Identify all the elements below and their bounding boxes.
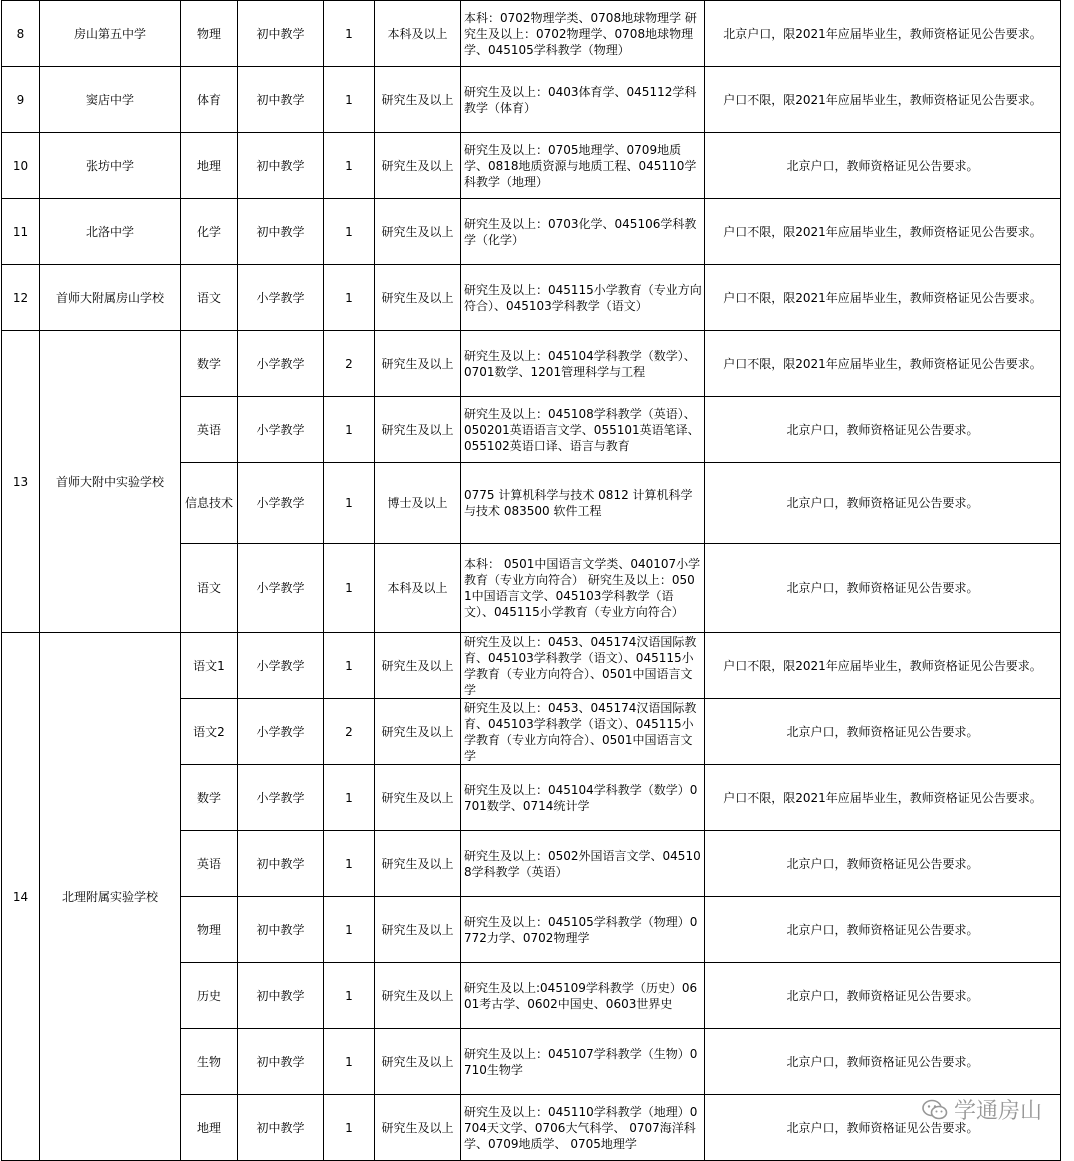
row-number: 11 xyxy=(2,199,40,265)
major-requirement: 研究生及以上：045108学科教学（英语）、050201英语语言文学、055101英语笔译、055102英语口译、语言与教育 xyxy=(461,397,705,463)
major-requirement: 研究生及以上：0453、045174汉语国际教育、045103学科教学（语文）、045115小学教育（专业方向符合）、0501中国语言文学 xyxy=(461,633,705,699)
school-name: 北洛中学 xyxy=(40,199,181,265)
hire-count: 1 xyxy=(324,133,375,199)
position-type: 初中教学 xyxy=(238,67,324,133)
position-type: 初中教学 xyxy=(238,1029,324,1095)
hire-count: 1 xyxy=(324,544,375,633)
table-row xyxy=(2,199,1061,265)
hire-count: 1 xyxy=(324,199,375,265)
row-number: 14 xyxy=(2,633,40,1161)
subject: 信息技术 xyxy=(181,463,238,544)
watermark xyxy=(922,1094,1042,1125)
major-requirement: 研究生及以上：045104学科教学（数学）0701数学、0714统计学 xyxy=(461,765,705,831)
school-name: 首师大附中实验学校 xyxy=(40,331,181,633)
major-requirement: 0775 计算机科学与技术 0812 计算机科学与技术 083500 软件工程 xyxy=(461,463,705,544)
table-row xyxy=(2,133,1061,199)
other-requirement: 北京户口，教师资格证见公告要求。 xyxy=(705,963,1061,1029)
subject: 语文1 xyxy=(181,633,238,699)
position-type: 小学教学 xyxy=(238,544,324,633)
education-level: 本科及以上 xyxy=(375,1,461,67)
table-row xyxy=(2,1,1061,67)
other-requirement: 北京户口，限2021年应届毕业生，教师资格证见公告要求。 xyxy=(705,1,1061,67)
other-requirement: 北京户口，教师资格证见公告要求。 xyxy=(705,831,1061,897)
recruitment-table xyxy=(1,0,1061,1161)
position-type: 小学教学 xyxy=(238,265,324,331)
education-level: 研究生及以上 xyxy=(375,963,461,1029)
table-row xyxy=(2,331,1061,397)
position-type: 小学教学 xyxy=(238,765,324,831)
subject: 化学 xyxy=(181,199,238,265)
position-type: 小学教学 xyxy=(238,397,324,463)
other-requirement: 户口不限，限2021年应届毕业生，教师资格证见公告要求。 xyxy=(705,331,1061,397)
other-requirement: 北京户口，教师资格证见公告要求。 xyxy=(705,397,1061,463)
education-level: 研究生及以上 xyxy=(375,67,461,133)
hire-count: 1 xyxy=(324,765,375,831)
other-requirement: 北京户口，教师资格证见公告要求。 xyxy=(705,897,1061,963)
major-requirement: 研究生及以上：045105学科教学（物理）0772力学、0702物理学 xyxy=(461,897,705,963)
hire-count: 1 xyxy=(324,1095,375,1161)
hire-count: 1 xyxy=(324,633,375,699)
subject: 历史 xyxy=(181,963,238,1029)
table-row xyxy=(2,265,1061,331)
subject: 体育 xyxy=(181,67,238,133)
education-level: 研究生及以上 xyxy=(375,1029,461,1095)
education-level: 研究生及以上 xyxy=(375,331,461,397)
other-requirement: 户口不限，限2021年应届毕业生，教师资格证见公告要求。 xyxy=(705,633,1061,699)
subject: 数学 xyxy=(181,331,238,397)
position-type: 小学教学 xyxy=(238,633,324,699)
position-type: 小学教学 xyxy=(238,463,324,544)
education-level: 研究生及以上 xyxy=(375,699,461,765)
major-requirement: 研究生及以上：0403体育学、045112学科教学（体育） xyxy=(461,67,705,133)
hire-count: 1 xyxy=(324,897,375,963)
subject: 数学 xyxy=(181,765,238,831)
other-requirement: 北京户口，教师资格证见公告要求。 xyxy=(705,1029,1061,1095)
row-number: 10 xyxy=(2,133,40,199)
position-type: 初中教学 xyxy=(238,1,324,67)
major-requirement: 研究生及以上：045104学科教学（数学）、0701数学、1201管理科学与工程 xyxy=(461,331,705,397)
major-requirement: 研究生及以上：0453、045174汉语国际教育、045103学科教学（语文）、045115小学教育（专业方向符合）、0501中国语言文学 xyxy=(461,699,705,765)
hire-count: 1 xyxy=(324,1,375,67)
education-level: 研究生及以上 xyxy=(375,1095,461,1161)
major-requirement: 研究生及以上：0502外国语言文学、045108学科教学（英语） xyxy=(461,831,705,897)
position-type: 小学教学 xyxy=(238,331,324,397)
school-name: 窦店中学 xyxy=(40,67,181,133)
education-level: 博士及以上 xyxy=(375,463,461,544)
education-level: 本科及以上 xyxy=(375,544,461,633)
subject: 语文 xyxy=(181,265,238,331)
major-requirement: 研究生及以上：0703化学、045106学科教学（化学） xyxy=(461,199,705,265)
row-number: 13 xyxy=(2,331,40,633)
subject: 地理 xyxy=(181,133,238,199)
education-level: 研究生及以上 xyxy=(375,397,461,463)
hire-count: 1 xyxy=(324,1029,375,1095)
table-row xyxy=(2,67,1061,133)
education-level: 研究生及以上 xyxy=(375,897,461,963)
education-level: 研究生及以上 xyxy=(375,265,461,331)
table-row xyxy=(2,633,1061,699)
hire-count: 1 xyxy=(324,397,375,463)
education-level: 研究生及以上 xyxy=(375,199,461,265)
subject: 生物 xyxy=(181,1029,238,1095)
education-level: 研究生及以上 xyxy=(375,633,461,699)
hire-count: 1 xyxy=(324,463,375,544)
subject: 语文 xyxy=(181,544,238,633)
other-requirement: 北京户口，教师资格证见公告要求。 xyxy=(705,463,1061,544)
education-level: 研究生及以上 xyxy=(375,831,461,897)
position-type: 初中教学 xyxy=(238,199,324,265)
school-name: 张坊中学 xyxy=(40,133,181,199)
other-requirement: 户口不限，限2021年应届毕业生，教师资格证见公告要求。 xyxy=(705,265,1061,331)
hire-count: 2 xyxy=(324,699,375,765)
wechat-icon xyxy=(922,1099,948,1121)
position-type: 初中教学 xyxy=(238,831,324,897)
education-level: 研究生及以上 xyxy=(375,765,461,831)
hire-count: 1 xyxy=(324,963,375,1029)
subject: 英语 xyxy=(181,397,238,463)
other-requirement: 北京户口，教师资格证见公告要求。 xyxy=(705,544,1061,633)
other-requirement: 户口不限，限2021年应届毕业生，教师资格证见公告要求。 xyxy=(705,67,1061,133)
school-name: 首师大附属房山学校 xyxy=(40,265,181,331)
position-type: 初中教学 xyxy=(238,1095,324,1161)
row-number: 9 xyxy=(2,67,40,133)
subject: 英语 xyxy=(181,831,238,897)
subject: 物理 xyxy=(181,1,238,67)
school-name: 北理附属实验学校 xyxy=(40,633,181,1161)
position-type: 初中教学 xyxy=(238,133,324,199)
other-requirement: 户口不限，限2021年应届毕业生，教师资格证见公告要求。 xyxy=(705,765,1061,831)
position-type: 初中教学 xyxy=(238,897,324,963)
hire-count: 1 xyxy=(324,831,375,897)
major-requirement: 研究生及以上：045110学科教学（地理）0704天文学、0706大气科学、 0707海洋科学、0709地质学、 0705地理学 xyxy=(461,1095,705,1161)
other-requirement: 北京户口，教师资格证见公告要求。 xyxy=(705,1095,1061,1161)
watermark-text: 学通房山 xyxy=(953,1099,1042,1124)
major-requirement: 本科：0702物理学类、0708地球物理学 研究生及以上：0702物理学、0708地球物理学、045105学科教学（物理） xyxy=(461,1,705,67)
hire-count: 1 xyxy=(324,67,375,133)
position-type: 初中教学 xyxy=(238,963,324,1029)
row-number: 12 xyxy=(2,265,40,331)
education-level: 研究生及以上 xyxy=(375,133,461,199)
subject: 语文2 xyxy=(181,699,238,765)
major-requirement: 本科： 0501中国语言文学类、040107小学教育（专业方向符合） 研究生及以上：0501中国语言文学、045103学科教学（语文）、045115小学教育（专业方向符合） xyxy=(461,544,705,633)
school-name: 房山第五中学 xyxy=(40,1,181,67)
major-requirement: 研究生及以上：045115小学教育（专业方向符合）、045103学科教学（语文） xyxy=(461,265,705,331)
other-requirement: 北京户口，教师资格证见公告要求。 xyxy=(705,699,1061,765)
position-type: 小学教学 xyxy=(238,699,324,765)
major-requirement: 研究生及以上：0705地理学、0709地质学、0818地质资源与地质工程、045110学科教学（地理） xyxy=(461,133,705,199)
other-requirement: 户口不限，限2021年应届毕业生，教师资格证见公告要求。 xyxy=(705,199,1061,265)
hire-count: 2 xyxy=(324,331,375,397)
other-requirement: 北京户口，教师资格证见公告要求。 xyxy=(705,133,1061,199)
subject: 地理 xyxy=(181,1095,238,1161)
row-number: 8 xyxy=(2,1,40,67)
subject: 物理 xyxy=(181,897,238,963)
major-requirement: 研究生及以上:045109学科教学（历史）0601考古学、0602中国史、0603世界史 xyxy=(461,963,705,1029)
hire-count: 1 xyxy=(324,265,375,331)
major-requirement: 研究生及以上：045107学科教学（生物）0710生物学 xyxy=(461,1029,705,1095)
